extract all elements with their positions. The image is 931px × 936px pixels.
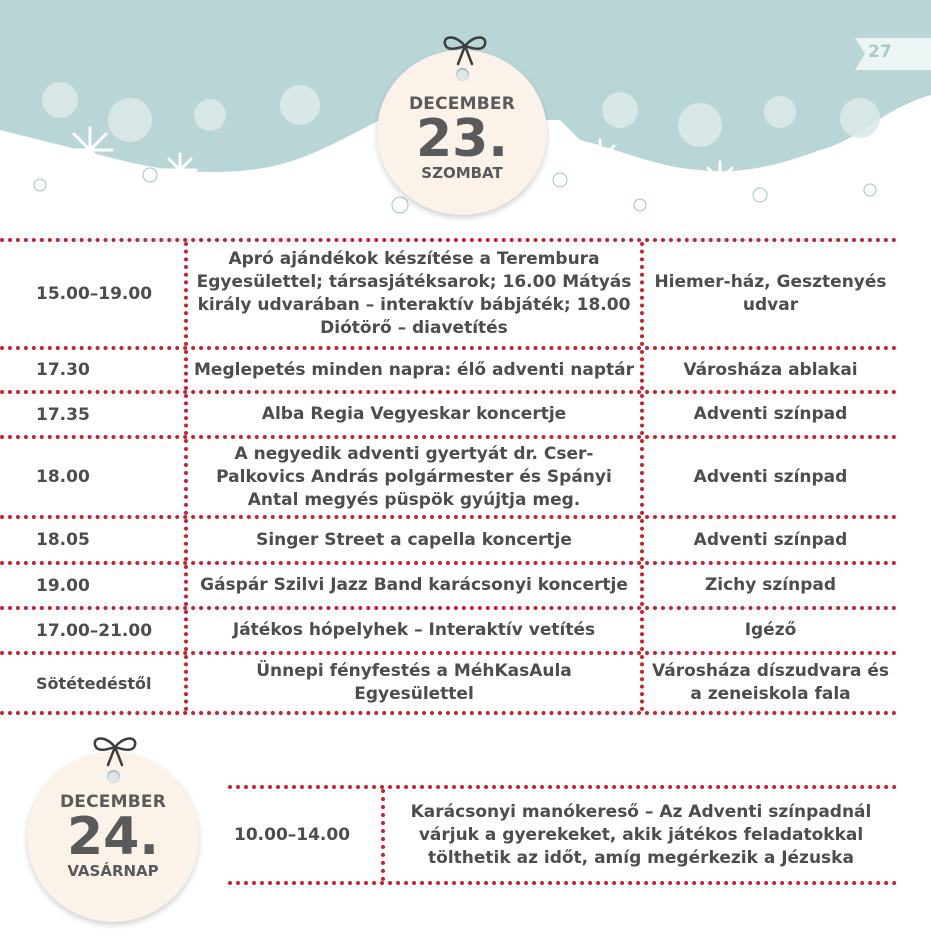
event-time: 19.00	[0, 565, 188, 606]
tag-weekday: VASÁRNAP	[67, 862, 159, 880]
table-row	[0, 238, 897, 350]
event-time: 17.35	[0, 394, 188, 435]
event-venue: Hiemer-ház, Gesztenyés udvar	[654, 272, 887, 315]
event-time: 18.05	[0, 519, 188, 561]
table-row	[0, 655, 897, 715]
table-row	[0, 350, 897, 394]
tag-month: DECEMBER	[60, 792, 166, 812]
page-number: 27	[868, 42, 892, 62]
table-row	[0, 519, 897, 565]
event-time: 17.00–21.00	[0, 610, 188, 651]
event-time: 18.00	[0, 439, 188, 515]
event-time: 15.00–19.00	[0, 242, 188, 346]
event-venue: Zichy színpad	[704, 575, 837, 595]
schedule-table-december-24	[228, 785, 897, 885]
date-tag-december-24	[27, 752, 199, 922]
event-description: Gáspár Szilvi Jazz Band karácsonyi koncertje	[188, 565, 644, 606]
event-venue: Igéző	[744, 620, 797, 640]
table-row	[0, 394, 897, 439]
tag-month: DECEMBER	[409, 94, 515, 114]
event-time: 17.30	[0, 350, 188, 390]
table-row	[0, 439, 897, 519]
table-row	[228, 785, 897, 885]
bow-icon	[440, 32, 490, 72]
event-description: Meglepetés minden napra: élő adventi naptár	[188, 350, 644, 390]
table-row	[0, 565, 897, 610]
tag-day-number: 24.	[66, 807, 160, 867]
event-venue: Adventi színpad	[693, 404, 848, 424]
event-description: A negyedik adventi gyertyát dr. Cser-Palkovics András polgármester és Spányi Antal megyés püspök gyújtja meg.	[188, 439, 644, 515]
bow-icon	[90, 733, 140, 773]
table-row	[0, 610, 897, 655]
event-description: Ünnepi fényfestés a MéhKasAula Egyesülettel	[188, 655, 644, 711]
tag-day-number: 23.	[415, 109, 509, 169]
event-venue: Városháza ablakai	[683, 359, 858, 380]
tag-weekday: SZOMBAT	[421, 164, 503, 182]
event-time: Sötétedéstől	[0, 655, 188, 711]
event-description: Alba Regia Vegyeskar koncertje	[188, 394, 644, 435]
schedule-table-december-23	[0, 238, 897, 715]
event-venue: Adventi színpad	[693, 529, 848, 550]
event-time: 10.00–14.00	[228, 789, 385, 881]
event-description: Singer Street a capella koncertje	[188, 519, 644, 561]
event-description: Játékos hópelyhek – Interaktív vetítés	[188, 610, 644, 651]
event-venue: Adventi színpad	[693, 466, 848, 487]
page-number-tab	[855, 38, 931, 70]
event-description: Karácsonyi manókereső – Az Adventi színpadnál várjuk a gyerekeket, akik játékos feladatokkal tölthetik az időt, amíg megérkezik a Jézuska	[410, 801, 872, 868]
date-tag-december-23	[377, 50, 547, 215]
event-description: Apró ajándékok készítése a Terembura Egyesülettel; társasjátéksarok; 16.00 Mátyás király udvarában – interaktív bábjáték; 18.00 Diótörő – diavetítés	[188, 242, 644, 346]
event-venue: Városháza díszudvara és a zeneiskola fala	[652, 661, 889, 704]
